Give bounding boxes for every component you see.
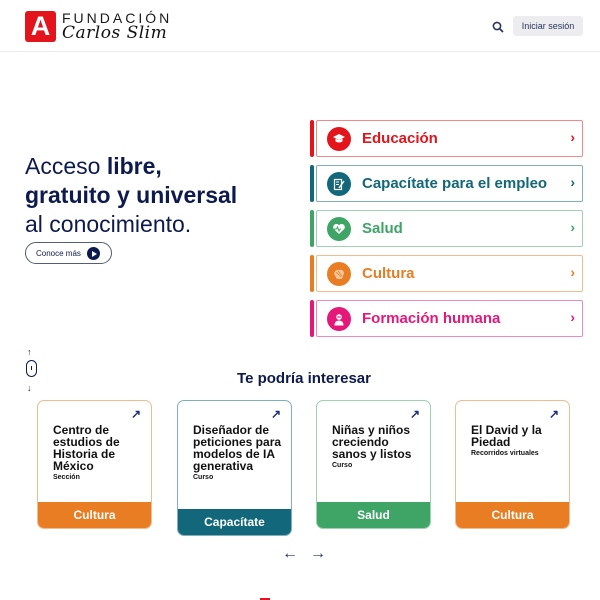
- hero-line1-bold: libre,: [106, 153, 162, 179]
- card-title: El David y la Piedad: [471, 423, 542, 449]
- play-icon: [87, 247, 100, 260]
- card-title: Diseñador de peticiones para modelos de IA generativa: [193, 423, 282, 473]
- arrow-up-icon: ↑: [27, 347, 32, 357]
- card-content: [332, 424, 424, 470]
- category-label: Formación humana: [362, 310, 501, 327]
- accent-bar: [310, 165, 314, 202]
- chevron-right-icon: ›: [570, 264, 575, 280]
- card-subtitle: Curso: [193, 474, 214, 481]
- heart-pulse-icon: [327, 217, 351, 241]
- card-subtitle: Sección: [53, 474, 80, 481]
- interest-card[interactable]: [455, 400, 570, 529]
- category-label: Capacítate para el empleo: [362, 175, 548, 192]
- hero-line2-bold: gratuito y universal: [25, 182, 238, 208]
- search-icon[interactable]: [491, 20, 505, 34]
- external-arrow-icon: ↗: [270, 407, 281, 421]
- hero-headline: [25, 152, 237, 239]
- chevron-right-icon: ›: [570, 174, 575, 190]
- external-arrow-icon: ↗: [548, 407, 559, 421]
- logo-mark: A: [25, 11, 56, 42]
- accent-bar: [310, 300, 314, 337]
- category-label: Cultura: [362, 265, 415, 282]
- hero-line3-light: al conocimiento.: [25, 211, 192, 237]
- learn-more-button[interactable]: [25, 242, 112, 264]
- category-label: Salud: [362, 220, 403, 237]
- chevron-right-icon: ›: [570, 129, 575, 145]
- chevron-right-icon: ›: [570, 219, 575, 235]
- hero-line1-light: Acceso: [25, 153, 107, 179]
- card-content: [53, 424, 145, 482]
- card-subtitle: Curso: [332, 462, 353, 469]
- arrow-down-icon: ↓: [27, 383, 32, 393]
- category-list: [310, 120, 583, 345]
- learn-more-label: Conoce más: [36, 248, 81, 258]
- category-label: Educación: [362, 130, 438, 147]
- card-category: Cultura: [456, 502, 569, 528]
- external-arrow-icon: ↗: [409, 407, 420, 421]
- category-salud[interactable]: [310, 210, 583, 247]
- category-cultura[interactable]: [310, 255, 583, 292]
- logo[interactable]: [25, 11, 172, 42]
- category-box: [316, 120, 583, 157]
- chevron-right-icon: ›: [570, 309, 575, 325]
- accent-bar: [310, 120, 314, 157]
- arrow-left-icon[interactable]: ←: [282, 545, 298, 562]
- site-header: [0, 0, 600, 52]
- clipboard-pen-icon: [327, 172, 351, 196]
- login-button[interactable]: Iniciar sesión: [513, 16, 583, 36]
- section-title: Te podría interesar: [237, 370, 371, 387]
- card-subtitle: Recorridos virtuales: [471, 450, 539, 457]
- person-icon: [327, 307, 351, 331]
- card-category: Capacítate: [178, 509, 291, 535]
- accent-bar: [310, 210, 314, 247]
- interest-card[interactable]: [37, 400, 152, 529]
- category-box: [316, 255, 583, 292]
- card-title: Niñas y niños creciendo sanos y listos: [332, 423, 412, 461]
- card-category: Cultura: [38, 502, 151, 528]
- logo-line2: Carlos Slim: [62, 23, 168, 43]
- interest-card[interactable]: [316, 400, 431, 529]
- category-box: [316, 210, 583, 247]
- arrow-right-icon[interactable]: →: [310, 545, 326, 562]
- category-formacion-humana[interactable]: [310, 300, 583, 337]
- interest-card[interactable]: [177, 400, 292, 536]
- card-content: [193, 424, 285, 482]
- logo-line1: FUNDACIÓN: [62, 10, 173, 26]
- category-capacitate[interactable]: [310, 165, 583, 202]
- card-title: Centro de estudios de Historia de México: [53, 423, 120, 473]
- category-educacion[interactable]: [310, 120, 583, 157]
- accent-bar: [310, 255, 314, 292]
- logo-text: [62, 11, 172, 42]
- card-category: Salud: [317, 502, 430, 528]
- carousel-nav: [282, 545, 326, 563]
- external-arrow-icon: ↗: [130, 407, 141, 421]
- hand-art-icon: [327, 262, 351, 286]
- graduation-cap-icon: [327, 127, 351, 151]
- card-content: [471, 424, 563, 458]
